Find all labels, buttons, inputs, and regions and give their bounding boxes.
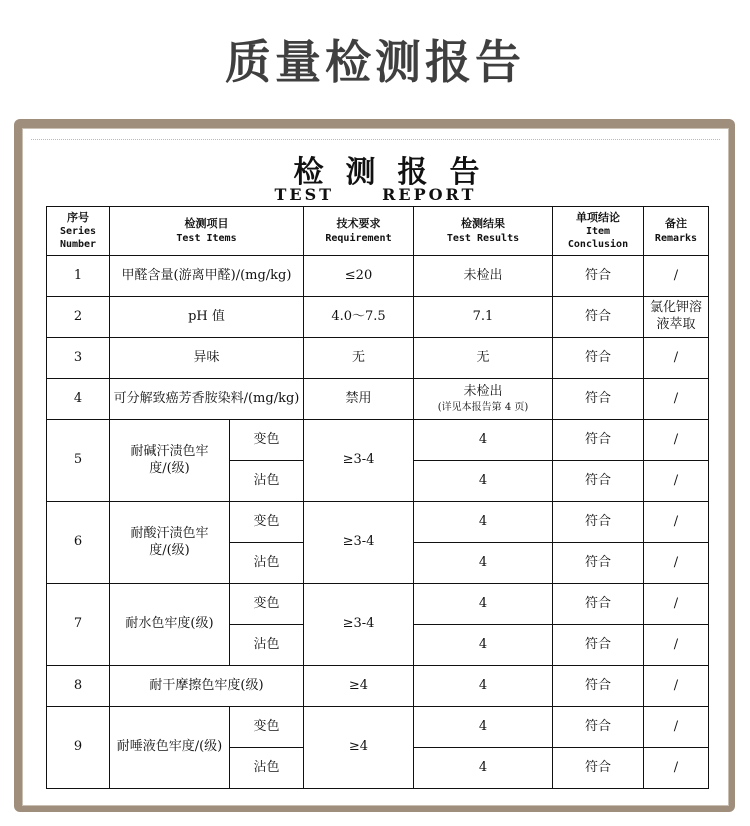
cell-result: 7.1 xyxy=(414,297,553,338)
cell-result: 4 xyxy=(414,543,553,584)
test-report-table xyxy=(46,206,709,789)
table-header-row xyxy=(47,207,709,256)
cell-remark: / xyxy=(644,256,709,297)
report-title-cn: 检测报告 xyxy=(293,155,502,190)
cell-result: 4 xyxy=(414,666,553,707)
cell-remark: / xyxy=(644,502,709,543)
table-row xyxy=(47,338,709,379)
cell-requirement: 无 xyxy=(304,338,414,379)
result-note: (详见本报告第 4 页) xyxy=(437,401,529,413)
table-row xyxy=(47,256,709,297)
cell-no: 4 xyxy=(47,379,110,420)
cell-subitem: 沾色 xyxy=(230,625,304,666)
cell-result xyxy=(414,379,553,420)
cell-subitem: 变色 xyxy=(230,420,304,461)
cell-result: 未检出 xyxy=(414,256,553,297)
cell-result: 4 xyxy=(414,461,553,502)
cell-result: 4 xyxy=(414,502,553,543)
cell-item: 异味 xyxy=(110,338,304,379)
cell-remark: / xyxy=(644,748,709,789)
cell-remark: / xyxy=(644,543,709,584)
cell-item: 耐干摩擦色牢度(级) xyxy=(110,666,304,707)
cell-remark: 氯化钾溶液萃取 xyxy=(644,297,709,338)
cell-remark: / xyxy=(644,461,709,502)
report-document xyxy=(22,128,729,806)
cell-item: 耐水色牢度(级) xyxy=(110,584,230,666)
cell-remark: / xyxy=(644,379,709,420)
cell-requirement: ≥3-4 xyxy=(304,584,414,666)
report-title-en-part1: TEST xyxy=(274,185,335,204)
cell-conclusion: 符合 xyxy=(553,461,644,502)
cell-item: 耐酸汗渍色牢度/(级) xyxy=(110,502,230,584)
cell-conclusion: 符合 xyxy=(553,584,644,625)
header-result: 检测结果 Test Results xyxy=(414,207,553,256)
cell-no: 1 xyxy=(47,256,110,297)
header-serial: 序号 Series Number xyxy=(47,207,110,256)
cell-subitem: 沾色 xyxy=(230,461,304,502)
report-title-en-part2: REPORT xyxy=(382,185,477,204)
cell-remark: / xyxy=(644,666,709,707)
cell-conclusion: 符合 xyxy=(553,256,644,297)
cell-remark: / xyxy=(644,625,709,666)
cell-no: 6 xyxy=(47,502,110,584)
result-value: 未检出 xyxy=(463,384,503,400)
table-row xyxy=(47,297,709,338)
cell-conclusion: 符合 xyxy=(553,502,644,543)
table-row xyxy=(47,666,709,707)
cell-item: 耐碱汗渍色牢度/(级) xyxy=(110,420,230,502)
cell-requirement: 禁用 xyxy=(304,379,414,420)
cell-item: 耐唾液色牢度/(级) xyxy=(110,707,230,789)
cell-remark: / xyxy=(644,338,709,379)
header-remarks: 备注 Remarks xyxy=(644,207,709,256)
cell-conclusion: 符合 xyxy=(553,297,644,338)
cell-subitem: 变色 xyxy=(230,707,304,748)
cell-conclusion: 符合 xyxy=(553,543,644,584)
cell-item: 可分解致癌芳香胺染料/(mg/kg) xyxy=(110,379,304,420)
table-row xyxy=(47,502,709,543)
cell-conclusion: 符合 xyxy=(553,338,644,379)
cell-subitem: 变色 xyxy=(230,502,304,543)
cell-item: pH 值 xyxy=(110,297,304,338)
cell-result: 4 xyxy=(414,707,553,748)
cell-item: 甲醛含量(游离甲醛)/(mg/kg) xyxy=(110,256,304,297)
cell-conclusion: 符合 xyxy=(553,379,644,420)
cell-no: 5 xyxy=(47,420,110,502)
cell-requirement: ≥4 xyxy=(304,666,414,707)
cell-remark: / xyxy=(644,420,709,461)
cell-result: 4 xyxy=(414,625,553,666)
cell-result: 无 xyxy=(414,338,553,379)
cell-remark: / xyxy=(644,584,709,625)
cropped-header-strip xyxy=(31,129,720,140)
cell-conclusion: 符合 xyxy=(553,748,644,789)
report-title-en xyxy=(23,185,728,204)
table-row xyxy=(47,379,709,420)
cell-remark: / xyxy=(644,707,709,748)
cell-result: 4 xyxy=(414,748,553,789)
cell-conclusion: 符合 xyxy=(553,666,644,707)
cell-no: 8 xyxy=(47,666,110,707)
cell-no: 9 xyxy=(47,707,110,789)
cell-subitem: 沾色 xyxy=(230,543,304,584)
cell-subitem: 变色 xyxy=(230,584,304,625)
cell-requirement: ≥3-4 xyxy=(304,420,414,502)
cell-subitem: 沾色 xyxy=(230,748,304,789)
cell-result: 4 xyxy=(414,420,553,461)
header-item: 检测项目 Test Items xyxy=(110,207,304,256)
cell-result: 4 xyxy=(414,584,553,625)
cell-requirement: ≥4 xyxy=(304,707,414,789)
cell-no: 3 xyxy=(47,338,110,379)
cell-requirement: ≥3-4 xyxy=(304,502,414,584)
page-title: 质量检测报告 xyxy=(225,35,525,89)
header-conclusion: 单项结论 Item Conclusion xyxy=(553,207,644,256)
cell-conclusion: 符合 xyxy=(553,625,644,666)
table-row xyxy=(47,584,709,625)
cell-requirement: 4.0～7.5 xyxy=(304,297,414,338)
header-requirement: 技术要求 Requirement xyxy=(304,207,414,256)
cell-no: 2 xyxy=(47,297,110,338)
cell-requirement: ≤20 xyxy=(304,256,414,297)
cell-conclusion: 符合 xyxy=(553,707,644,748)
table-row xyxy=(47,420,709,461)
table-row xyxy=(47,707,709,748)
cell-no: 7 xyxy=(47,584,110,666)
cell-conclusion: 符合 xyxy=(553,420,644,461)
